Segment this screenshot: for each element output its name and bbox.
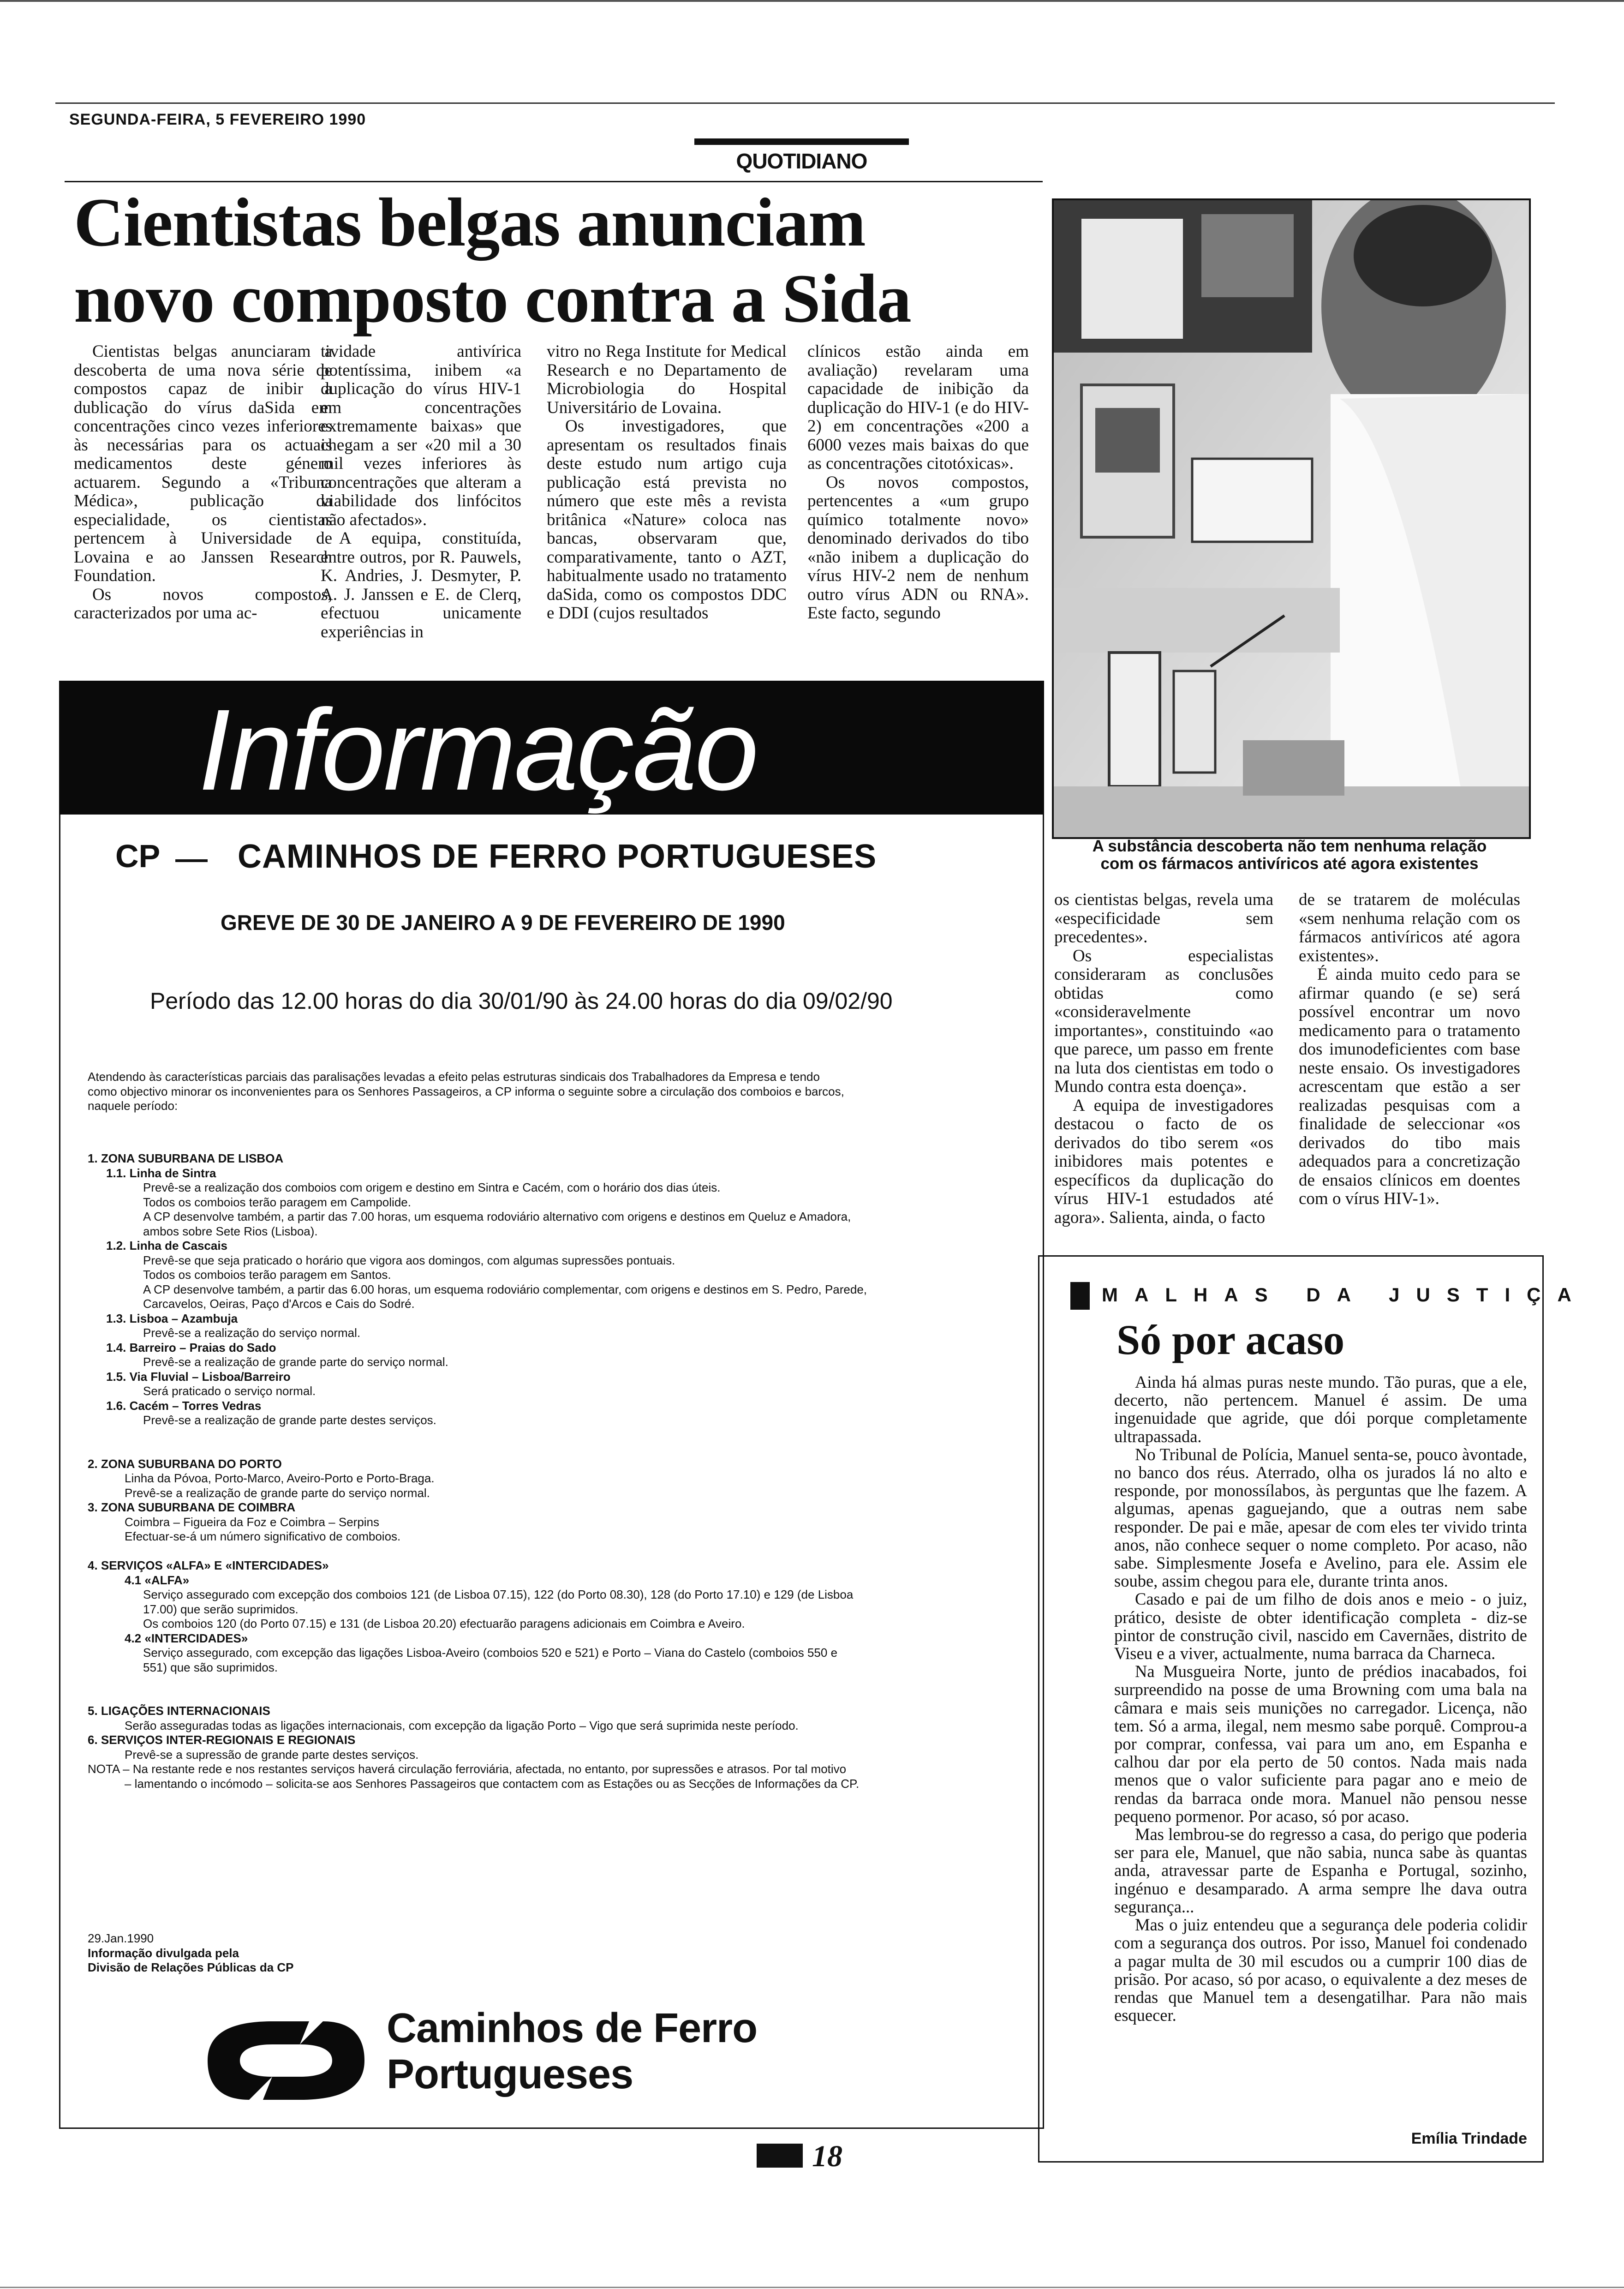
- ad-service-line: [88, 1690, 867, 1704]
- bottom-border: [0, 2287, 1624, 2288]
- ad-service-line: 5. LIGAÇÕES INTERNACIONAIS: [88, 1704, 270, 1718]
- box-paragraph: Mas lembrou-se do regresso a casa, do perigo que poderia ser para ele, Manuel, que não sabia, nunca sabe às quantas anda, atravessar parte de Espanha e Portugal, sozinho, ingénuo e desamparado. A arma sempre lhe dava outra segurança...: [1114, 1825, 1527, 1916]
- ad-intro-line: naquele período:: [88, 1099, 178, 1113]
- ad-service-list: [88, 1151, 867, 1791]
- top-border: [0, 0, 1624, 2]
- ad-service-line: NOTA – Na restante rede e nos restantes serviços haverá circulação ferroviária, afectada, no entanto, por supressões e atrasos. Por tal motivo: [88, 1762, 847, 1776]
- ad-service-line: ambos sobre Sete Rios (Lisboa).: [143, 1224, 318, 1238]
- ad-service-line: Prevê-se que seja praticado o horário que vigora aos domingos, com algumas supressões pontuais.: [143, 1253, 675, 1267]
- ad-dash: [175, 859, 208, 862]
- ad-service-line: 1.2. Linha de Cascais: [106, 1239, 228, 1252]
- article-paragraph: Os investigadores, que apresentam os resultados finais deste estudo num artigo cuja publicação está prevista no número que este mês a revista britânica «Nature» coloca nas bancas, observaram que, comparativamente, tanto o AZT, habitualmente usado no tratamento daSida, como os compostos DDC e DDI (cujos resultados: [547, 417, 787, 623]
- ad-service-line: Prevê-se a realização de grande parte destes serviços.: [143, 1413, 436, 1427]
- ad-banner-title: Informação: [198, 685, 757, 814]
- ad-service-line: 1.5. Via Fluvial – Lisboa/Barreiro: [106, 1369, 291, 1384]
- box-title: Só por acaso: [1116, 1316, 1345, 1363]
- ad-service-line: Prevê-se a realização de grande parte do serviço normal.: [143, 1355, 448, 1369]
- article-title: [74, 185, 911, 337]
- article-title-line2: novo composto contra a Sida: [74, 260, 911, 337]
- photo-caption: [1052, 838, 1527, 873]
- section-label: QUOTIDIANO: [736, 149, 867, 173]
- ad-sign-date: 29.Jan.1990: [88, 1931, 154, 1945]
- ad-service-line: Serviço assegurado com excepção dos comboios 121 (de Lisboa 07.15), 122 (do Porto 08.30), 128 (do Porto 17.10) e 129 (de Lisboa: [143, 1588, 854, 1601]
- article-paragraph: A equipa de investigadores destacou o facto de os derivados do tibo serem «os inibidores mais potentes e específicos da duplicação do vírus HIV-1 estudados até agora». Salienta, ainda, o facto: [1054, 1096, 1273, 1227]
- lab-photo: [1052, 198, 1531, 839]
- ad-service-line: Prevê-se a realização do serviço normal.: [143, 1326, 361, 1340]
- page-number: 18: [812, 2139, 842, 2173]
- ad-service-line: Serão asseguradas todas as ligações internacionais, com excepção da ligação Porto – Vigo que será suprimida neste período.: [125, 1718, 799, 1732]
- article-column-3: [547, 342, 787, 623]
- ad-service-line: Efectuar-se-á um número significativo de comboios.: [125, 1529, 401, 1543]
- ad-service-line: 1.4. Barreiro – Praias do Sado: [106, 1340, 276, 1354]
- cp-logo-icon: [194, 2012, 378, 2109]
- article-paragraph: É ainda muito cedo para se afirmar quando (e se) será possível encontrar um novo medicamento para o tratamento dos imunodeficientes com base neste ensaio. Os investigadores acrescentam que estão a ser realizadas pesquisas com a finalidade de seleccionar «os derivados do tibo mais adequados para a concretização de ensaios clínicos em doentes com o vírus HIV-1».: [1299, 965, 1520, 1208]
- ad-service-line: A CP desenvolve também, a partir das 6.00 horas, um esquema rodoviário complementar, com origens e destinos em S. Pedro, Parede,: [143, 1282, 867, 1296]
- section-bar: [694, 138, 909, 145]
- ad-service-line: [88, 1442, 867, 1457]
- ad-service-line: Prevê-se a realização de grande parte do serviço normal.: [125, 1486, 430, 1500]
- ad-service-line: 1.1. Linha de Sintra: [106, 1166, 216, 1180]
- ad-intro-line: Atendendo às características parciais das paralisações levadas a efeito pelas estruturas sindicais dos Trabalhadores da Empresa e tendo: [88, 1070, 820, 1084]
- ad-cp-short: CP: [115, 838, 161, 874]
- header-rule: [55, 102, 1555, 104]
- article-paragraph: vitro no Rega Institute for Medical Research e no Departamento de Microbiologia do Hospital Universitário de Lovaina.: [547, 342, 787, 417]
- cp-logo-line1: Caminhos de Ferro: [387, 2005, 758, 2051]
- article-paragraph: clínicos estão ainda em avaliação) revelaram uma capacidade de inibição da duplicação do HIV-1 (e do HIV-2) em concentrações «200 a 6000 vezes mais baixas do que as concentrações citotóxicas».: [807, 342, 1029, 473]
- ad-service-line: Serviço assegurado, com excepção das ligações Lisboa-Aveiro (comboios 520 e 521) e Porto – Viana do Castelo (comboios 550 e: [143, 1646, 838, 1660]
- ad-service-line: Carcavelos, Oeiras, Paço d'Arcos e Cais do Sodré.: [143, 1297, 415, 1311]
- ad-service-line: 6. SERVIÇOS INTER-REGIONAIS E REGIONAIS: [88, 1733, 356, 1747]
- page-number-badge: [757, 2144, 803, 2168]
- ad-service-line: – lamentando o incómodo – solicita-se aos Senhores Passageiros que contactem com as Estações ou as Secções de Informações da CP.: [125, 1776, 860, 1791]
- box-paragraph: Casado e pai de um filho de dois anos e meio - o juiz, prático, desiste de obter identificação completa - diz-se pintor de construção civil, nascido em Cavernães, distrito de Viseu e a viver, actualmente, numa barraca da Charneca.: [1114, 1589, 1527, 1663]
- article-paragraph: Os especialistas consideraram as conclusões obtidas como «consideravelmente importantes», constituindo «ao que parece, um passo em frente na luta dos cientistas em todo o Mundo contra esta doença».: [1054, 946, 1273, 1096]
- lab-photo-image: [1054, 200, 1529, 837]
- article-column-5: [1054, 891, 1273, 1227]
- box-author: Emília Trindade: [1411, 2130, 1527, 2147]
- box-body: [1114, 1373, 1527, 2024]
- box-paragraph: Mas o juiz entendeu que a segurança dele poderia colidir com a segurança dos outros. Por isso, Manuel foi condenado a pagar multa de 30 mil escudos ou a cumprir 100 dias de prisão. Por acaso, só por acaso, o equivalente a dez meses de rendas que Manuel tem a desengatilhar. Para não mais esquecer.: [1114, 1915, 1527, 2025]
- article-paragraph: Os novos compostos, caracterizados por uma ac-: [74, 585, 332, 623]
- title-rule: [65, 181, 1043, 182]
- ad-service-line: 4.1 «ALFA»: [125, 1573, 190, 1587]
- ad-period: Período das 12.00 horas do dia 30/01/90 às 24.00 horas do dia 09/02/90: [150, 988, 893, 1014]
- article-title-line1: Cientistas belgas anunciam: [74, 184, 866, 261]
- article-paragraph: tividade antivírica potentíssima, inibem «a duplicação do vírus HIV-1 em concentrações extremamente baixas» que chegam a ser «20 mil a 30 mil vezes inferiores às concentrações que alteram a viabilidade dos linfócitos não afectados».: [321, 342, 521, 529]
- box-paragraph: Na Musgueira Norte, junto de prédios inacabados, foi surpreendido na posse de uma Browning com uma bala na câmara e mais seis munições no carregador. Licença, não tem. Só a arma, ilegal, nem mesmo sabe porquê. Comprou-a por comprar, confessa, vai para um ano, em Espanha e calhou dar por ela perto de 50 contos. Nada mais nada menos que o valor suficiente para pagar ano e meio de rendas da barraca onde mora. Manuel não pensou nesse pequeno pormenor. Por acaso, só por acaso.: [1114, 1662, 1527, 1826]
- box-paragraph: No Tribunal de Polícia, Manuel senta-se, pouco àvontade, no banco dos réus. Aterrado, olha os jurados lá no alto e responde, por monossílabos, às perguntas que lhe fazem. A algumas, apenas gaguejando, que a outras nem sabe responder. De pai e mãe, apesar de com eles ter vivido trinta anos, não conhece sequer o nome completo. Por acaso, não sabe. Simplesmente Josefa e Avelino, para ele. Assim ele soube, assim chegou para ele, durante trinta anos.: [1114, 1444, 1527, 1591]
- ad-service-line: [88, 1544, 867, 1559]
- ad-service-line: Linha da Póvoa, Porto-Marco, Aveiro-Porto e Porto-Braga.: [125, 1471, 435, 1485]
- ad-service-line: Os comboios 120 (do Porto 07.15) e 131 (de Lisboa 20.20) efectuarão paragens adicionais em Coimbra e Aveiro.: [143, 1617, 745, 1630]
- cp-logo-line2: Portugueses: [387, 2051, 633, 2097]
- ad-sign-line: Informação divulgada pela: [88, 1946, 239, 1960]
- ad-service-line: Prevê-se a supressão de grande parte destes serviços.: [125, 1747, 419, 1762]
- ad-intro: [88, 1070, 844, 1114]
- article-column-1: [74, 342, 332, 623]
- ad-signature: [88, 1931, 294, 1975]
- ad-service-line: Prevê-se a realização dos comboios com origem e destino em Sintra e Cacém, com o horário dos dias úteis.: [143, 1180, 721, 1194]
- ad-service-line: [88, 1675, 867, 1690]
- ad-service-line: 4. SERVIÇOS «ALFA» E «INTERCIDADES»: [88, 1558, 329, 1572]
- article-paragraph: Cientistas belgas anunciaram a descoberta de uma nova série de compostos capaz de inibir a dublicação do vírus daSida em concentrações cinco vezes inferiores às necessárias para os actuais medicamentos deste género actuarem. Segundo a «Tribuna Médica», publicação da especialidade, os cientistas pertencem à Universidade de Lovaina e ao Janssen Research Foundation.: [74, 342, 332, 585]
- ad-strike-title: GREVE DE 30 DE JANEIRO A 9 DE FEVEREIRO DE 1990: [221, 911, 785, 935]
- ad-service-line: A CP desenvolve também, a partir das 7.00 horas, um esquema rodoviário alternativo com origens e destinos em Queluz e Amadora,: [143, 1210, 851, 1223]
- photo-caption-line1: A substância descoberta não tem nenhuma relação: [1092, 837, 1487, 855]
- ad-company: CAMINHOS DE FERRO PORTUGUESES: [238, 838, 877, 875]
- article-column-6: [1299, 891, 1520, 1209]
- date-line: SEGUNDA-FEIRA, 5 FEVEREIRO 1990: [69, 111, 366, 128]
- box-section-label: MALHAS DA JUSTIÇA: [1102, 1284, 1588, 1306]
- article-paragraph: A equipa, constituída, entre outros, por R. Pauwels, K. Andries, J. Desmyter, P. A. J. Janssen e E. de Clerq, efectuou unicamente experiências in: [321, 529, 521, 641]
- ad-service-line: Todos os comboios terão paragem em Santos.: [143, 1268, 391, 1282]
- article-column-4: [807, 342, 1029, 623]
- ad-service-line: 1. ZONA SUBURBANA DE LISBOA: [88, 1151, 284, 1165]
- cp-logo-text: [387, 2005, 757, 2097]
- photo-caption-line2: com os fármacos antivíricos até agora existentes: [1100, 855, 1479, 873]
- ad-service-line: [88, 1428, 867, 1443]
- box-marker: [1070, 1282, 1090, 1310]
- ad-service-line: 551) que são suprimidos.: [143, 1660, 278, 1674]
- ad-service-line: Será praticado o serviço normal.: [143, 1384, 316, 1398]
- article-column-2: [321, 342, 521, 641]
- box-paragraph: Ainda há almas puras neste mundo. Tão puras, que a ele, decerto, não pertencem. Manuel é assim. De uma ingenuidade que agride, que dói porque completamente ultrapassada.: [1114, 1372, 1527, 1446]
- article-paragraph: os cientistas belgas, revela uma «especificidade sem precedentes».: [1054, 890, 1273, 947]
- ad-service-line: Coimbra – Figueira da Foz e Coimbra – Serpins: [125, 1515, 380, 1529]
- ad-service-line: 1.3. Lisboa – Azambuja: [106, 1311, 238, 1325]
- ad-sign-line: Divisão de Relações Públicas da CP: [88, 1960, 294, 1974]
- ad-service-line: Todos os comboios terão paragem em Campolide.: [143, 1195, 411, 1209]
- ad-service-line: 3. ZONA SUBURBANA DE COIMBRA: [88, 1500, 296, 1514]
- ad-service-line: 17.00) que serão suprimidos.: [143, 1602, 299, 1616]
- ad-service-line: 2. ZONA SUBURBANA DO PORTO: [88, 1456, 282, 1471]
- article-paragraph: de se tratarem de moléculas «sem nenhuma relação com os fármacos antivíricos até agora existentes».: [1299, 890, 1520, 965]
- ad-intro-line: como objectivo minorar os inconvenientes para os Senhores Passageiros, a CP informa o seguinte sobre a circulação dos comboios e barcos,: [88, 1084, 844, 1098]
- ad-service-line: 1.6. Cacém – Torres Vedras: [106, 1398, 262, 1413]
- ad-service-line: 4.2 «INTERCIDADES»: [125, 1631, 248, 1645]
- article-paragraph: Os novos compostos, pertencentes a «um grupo químico totalmente novo» denominado derivados do tibo «não inibem a duplicação do vírus HIV-2 nem de nenhum outro vírus ADN ou RNA». Este facto, segundo: [807, 473, 1029, 623]
